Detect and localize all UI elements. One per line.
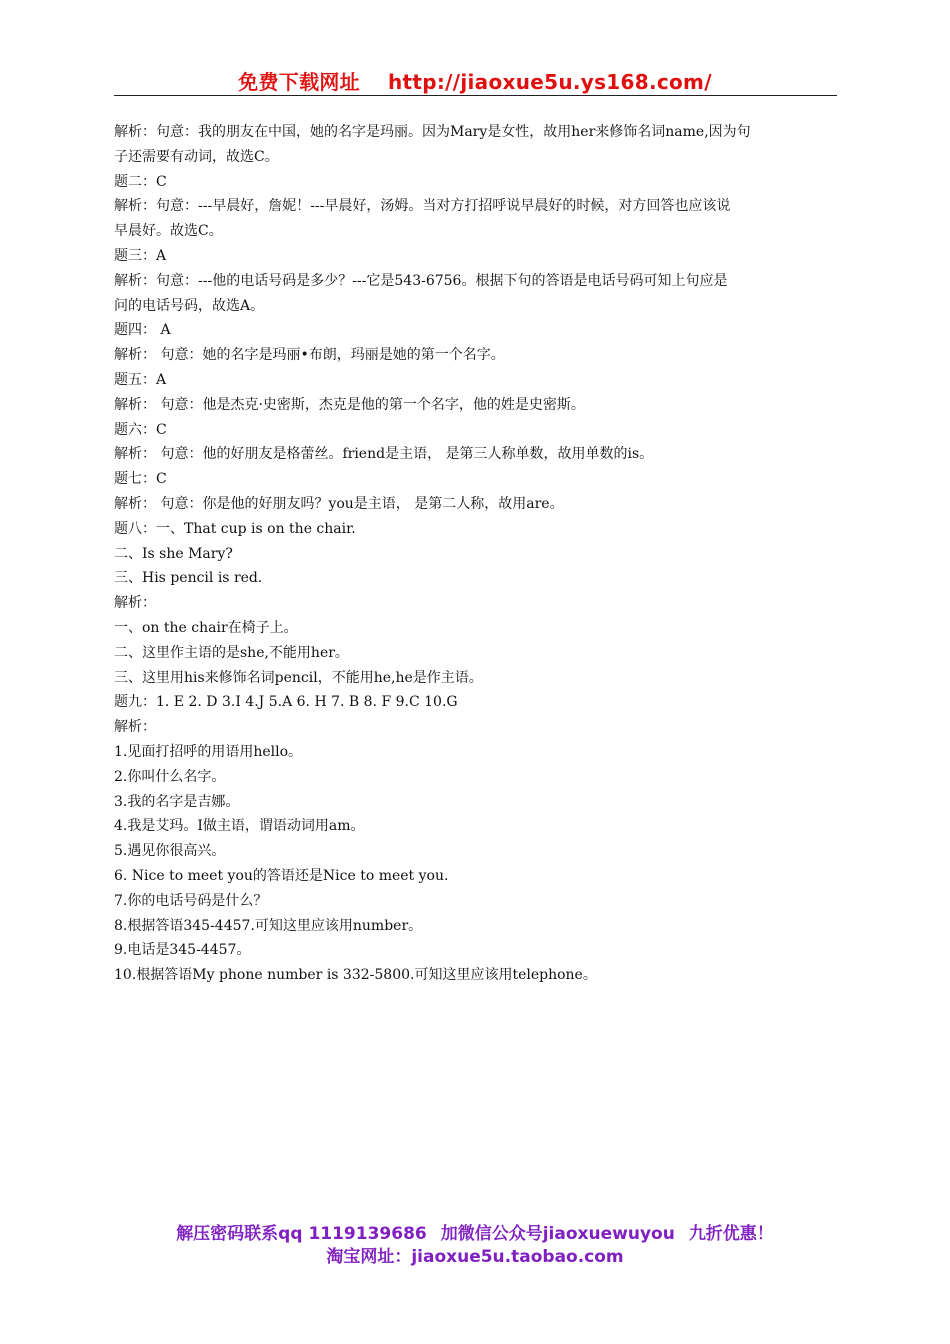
text-line: 4.我是艾玛。I做主语，谓语动词用am。 xyxy=(114,818,365,835)
text-line: 题五：A xyxy=(114,371,167,388)
text-line: 解析： xyxy=(114,719,156,736)
text-line: 解析： 句意：她的名字是玛丽•布朗，玛丽是她的第一个名字。 xyxy=(114,347,505,364)
text-line: 解析：句意：---他的电话号码是多少？---它是543-6756。根据下句的答语是电话号码可知上句应是 xyxy=(114,272,728,289)
header-divider xyxy=(114,95,837,96)
text-line: 问的电话号码，故选A。 xyxy=(114,297,265,314)
text-line: 子还需要有动词，故选C。 xyxy=(114,148,279,165)
text-line: 解析： 句意：他的好朋友是格蕾丝。friend是主语， 是第三人称单数，故用单数的is。 xyxy=(114,446,654,463)
page-header xyxy=(0,66,950,95)
header-url-link[interactable]: http://jiaoxue5u.ys168.com/ xyxy=(387,70,712,94)
text-line: 解析：句意：---早晨好，詹妮！---早晨好，汤姆。当对方打招呼说早晨好的时候，对方回答也应该说 xyxy=(114,198,731,215)
header-title: 免费下载网址 xyxy=(238,70,360,94)
text-line: 题八：一、That cup is on the chair. xyxy=(114,520,356,537)
text-line: 二、Is she Mary? xyxy=(114,545,233,562)
text-line: 9.电话是345-4457。 xyxy=(114,942,251,959)
text-line: 解析： 句意：你是他的好朋友吗？you是主语， 是第二人称，故用are。 xyxy=(114,495,564,512)
text-line: 一、on the chair在椅子上。 xyxy=(114,619,298,636)
text-line: 6. Nice to meet you的答语还是Nice to meet you. xyxy=(114,867,449,884)
text-line: 解析：句意：我的朋友在中国，她的名字是玛丽。因为Mary是女性，故用her来修饰名词name,因为句 xyxy=(114,124,751,140)
footer-discount-text: 九折优惠！ xyxy=(688,1224,774,1244)
document-body xyxy=(114,120,838,988)
text-line: 题六：C xyxy=(114,421,167,438)
text-line: 10.根据答语My phone number is 332-5800.可知这里应该用telephone。 xyxy=(114,967,597,984)
text-line: 题三：A xyxy=(114,247,167,264)
text-line: 2.你叫什么名字。 xyxy=(114,768,226,785)
text-line: 三、His pencil is red. xyxy=(114,570,263,587)
text-line: 三、这里用his来修饰名词pencil，不能用he,he是作主语。 xyxy=(114,669,483,686)
text-line: 解析： 句意：他是杰克·史密斯，杰克是他的第一个名字，他的姓是史密斯。 xyxy=(114,396,585,413)
text-line: 8.根据答语345-4457.可知这里应该用number。 xyxy=(114,917,423,934)
text-line: 二、这里作主语的是she,不能用her。 xyxy=(114,644,349,661)
text-line: 解析： xyxy=(114,595,156,612)
footer-qq-text: 解压密码联系qq 1119139686 xyxy=(176,1224,427,1244)
footer-wechat-text: 加微信公众号jiaoxuewuyou xyxy=(440,1224,675,1244)
text-line: 1.见面打招呼的用语用hello。 xyxy=(114,743,303,760)
text-line: 早晨好。故选C。 xyxy=(114,223,223,240)
footer-taobao-link[interactable]: 淘宝网址：jiaoxue5u.taobao.com xyxy=(326,1247,624,1267)
text-line: 5.遇见你很高兴。 xyxy=(114,843,226,860)
text-line: 题七：C xyxy=(114,471,167,488)
text-line: 题二：C xyxy=(114,173,167,190)
footer-contact-line xyxy=(0,1219,950,1244)
text-line: 3.我的名字是吉娜。 xyxy=(114,793,240,810)
text-line: 7.你的电话号码是什么？ xyxy=(114,892,268,909)
footer-taobao-line xyxy=(0,1242,950,1267)
text-line: 题四： A xyxy=(114,322,171,339)
text-line: 题九：1. E 2. D 3.I 4.J 5.A 6. H 7. B 8. F 9.C 10.G xyxy=(114,694,458,711)
